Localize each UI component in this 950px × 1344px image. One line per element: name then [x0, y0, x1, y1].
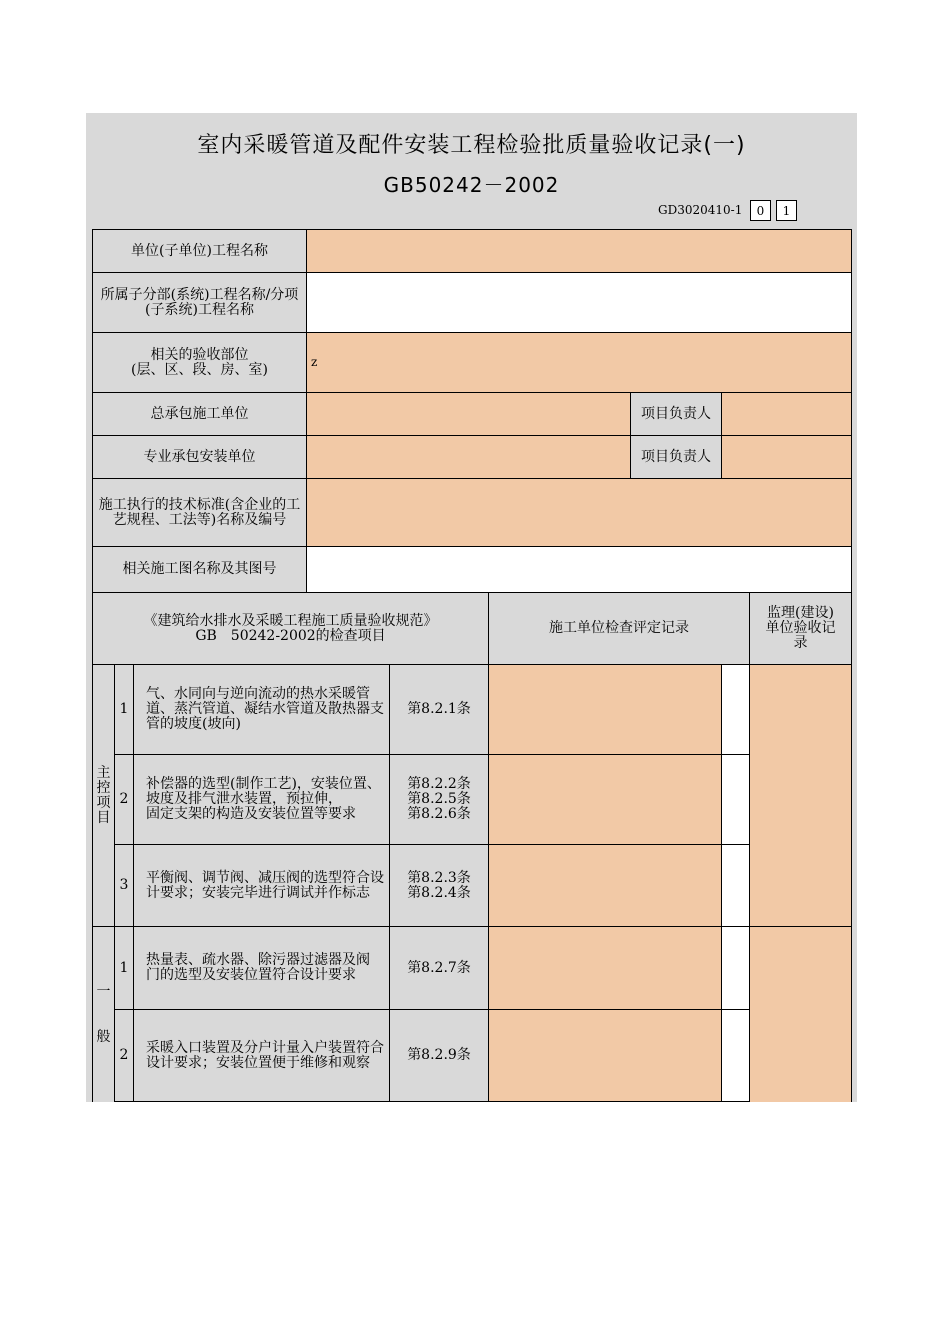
- tech-standard-field[interactable]: [306, 478, 852, 547]
- unit-project-field[interactable]: [306, 229, 852, 273]
- general-supervision-field[interactable]: [749, 926, 852, 1102]
- serial-box-2[interactable]: 1: [776, 200, 797, 221]
- main-control-label: 主 控 项 目: [92, 664, 115, 927]
- general-item-text: 热量表、疏水器、除污器过滤器及阀 门的选型及安装位置符合设计要求: [133, 926, 390, 1010]
- location-field[interactable]: z: [306, 332, 852, 393]
- manager-field-2[interactable]: [721, 435, 852, 479]
- location-label: 相关的验收部位 (层、区、段、房、室): [92, 332, 307, 393]
- sub-project-label: 所属子分部(系统)工程名称/分项(子系统)工程名称: [92, 272, 307, 333]
- general-item-no: 1: [114, 926, 134, 1010]
- main-item-no: 2: [114, 754, 134, 845]
- drawing-label: 相关施工图名称及其图号: [92, 546, 307, 593]
- general-item-record[interactable]: [488, 1009, 722, 1102]
- main-item-record-extra[interactable]: [721, 754, 750, 845]
- general-item-record[interactable]: [488, 926, 722, 1010]
- general-item-clause: 第8.2.7条: [389, 926, 489, 1010]
- main-item-no: 3: [114, 844, 134, 927]
- main-item-record-extra[interactable]: [721, 664, 750, 755]
- tech-standard-label: 施工执行的技术标准(含企业的工艺规程、工法等)名称及编号: [92, 478, 307, 547]
- manager-label-2: 项目负责人: [630, 435, 722, 479]
- main-item-record[interactable]: [488, 844, 722, 927]
- main-item-record[interactable]: [488, 664, 722, 755]
- main-item-clause: 第8.2.1条: [389, 664, 489, 755]
- general-label: 一 般: [92, 926, 115, 1102]
- general-item-record-extra[interactable]: [721, 1009, 750, 1102]
- general-contractor-label: 总承包施工单位: [92, 392, 307, 436]
- main-item-clause: 第8.2.2条 第8.2.5条 第8.2.6条: [389, 754, 489, 845]
- manager-label: 项目负责人: [630, 392, 722, 436]
- general-item-no: 2: [114, 1009, 134, 1102]
- construction-record-header: 施工单位检查评定记录: [488, 592, 750, 665]
- main-item-clause: 第8.2.3条 第8.2.4条: [389, 844, 489, 927]
- special-contractor-field[interactable]: [306, 435, 631, 479]
- main-item-record[interactable]: [488, 754, 722, 845]
- main-item-text: 平衡阀、调节阀、减压阀的选型符合设计要求；安装完毕进行调试并作标志: [133, 844, 390, 927]
- general-item-text: 采暖入口装置及分户计量入户装置符合设计要求；安装位置便于维修和观察: [133, 1009, 390, 1102]
- manager-field[interactable]: [721, 392, 852, 436]
- main-item-text: 补偿器的选型(制作工艺)，安装位置、坡度及排气泄水装置，预拉伸， 固定支架的构造及安装位置等要求: [133, 754, 390, 845]
- serial-box-1[interactable]: 0: [750, 200, 771, 221]
- spec-title: 《建筑给水排水及采暖工程施工质量验收规范》 GB 50242-2002的检查项目: [92, 592, 489, 665]
- main-item-text: 气、水同向与逆向流动的热水采暖管道、蒸汽管道、凝结水管道及散热器支管的坡度(坡向): [133, 664, 390, 755]
- drawing-field[interactable]: [306, 546, 852, 593]
- general-item-record-extra[interactable]: [721, 926, 750, 1010]
- unit-project-label: 单位(子单位)工程名称: [92, 229, 307, 273]
- main-supervision-field[interactable]: [749, 664, 852, 927]
- form-code: GD3020410-1: [658, 203, 743, 217]
- main-item-no: 1: [114, 664, 134, 755]
- general-item-clause: 第8.2.9条: [389, 1009, 489, 1102]
- form-title: 室内采暖管道及配件安装工程检验批质量验收记录(一): [197, 133, 746, 158]
- special-contractor-label: 专业承包安装单位: [92, 435, 307, 479]
- supervision-record-header: 监理(建设) 单位验收记 录: [749, 592, 852, 665]
- main-item-record-extra[interactable]: [721, 844, 750, 927]
- general-contractor-field[interactable]: [306, 392, 631, 436]
- sub-project-field[interactable]: [306, 272, 852, 333]
- standard-code: GB50242－2002: [383, 173, 560, 197]
